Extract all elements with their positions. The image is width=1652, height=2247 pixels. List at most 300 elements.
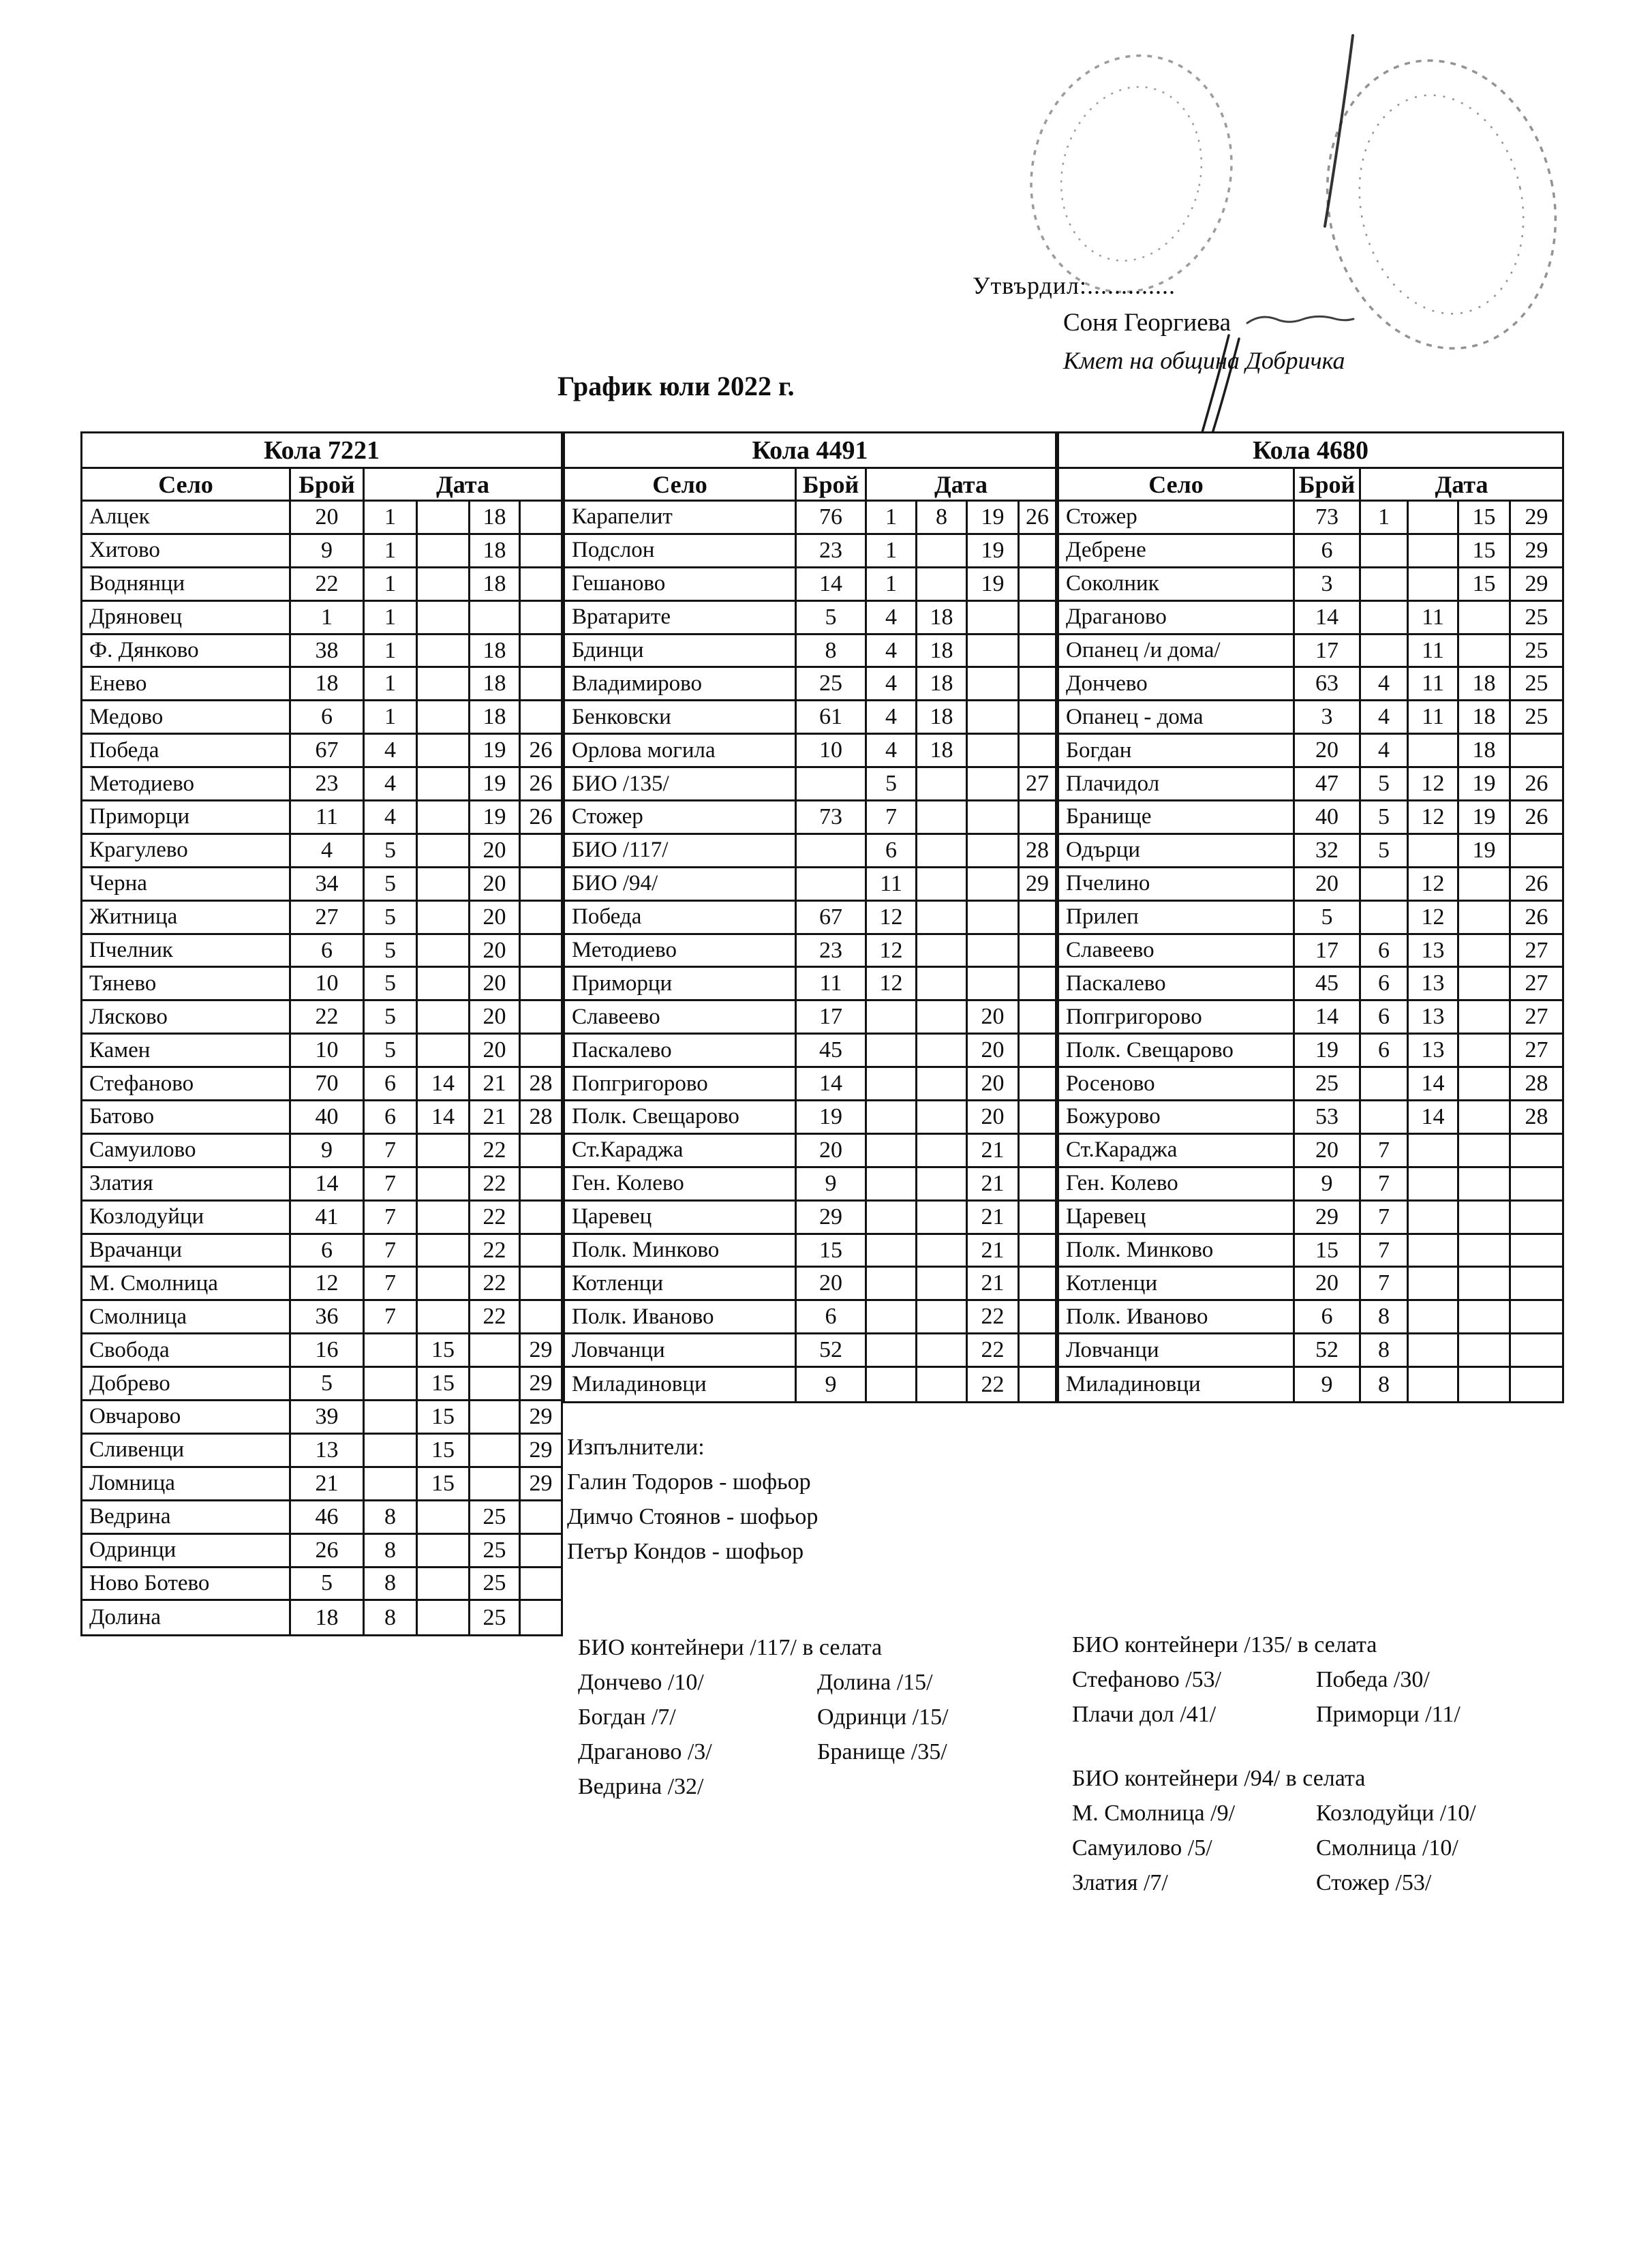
date-cell [521,935,561,968]
bio-item: Ведрина /32/ [578,1774,704,1799]
count-cell: 25 [797,668,867,701]
date-cell: 27 [1020,768,1055,801]
bio-section [578,1630,949,1804]
date-cell: 29 [521,1468,561,1501]
date-cell: 1 [1361,502,1409,535]
date-cell [365,1468,418,1501]
date-cell: 26 [521,768,561,801]
village-cell: Камен [82,1035,291,1068]
village-cell: Росеново [1059,1068,1295,1101]
date-cell: 6 [365,1068,418,1101]
village-cell: Котленци [565,1268,797,1301]
count-cell: 23 [797,535,867,568]
date-cell: 12 [1409,868,1459,902]
date-cell: 18 [917,602,968,635]
date-cell: 1 [867,502,917,535]
date-cell: 1 [365,701,418,735]
date-cell: 5 [1361,801,1409,835]
date-cell: 1 [365,535,418,568]
date-cell [917,768,968,801]
date-cell [470,1368,521,1401]
count-cell: 34 [291,868,365,902]
count-cell: 73 [797,801,867,835]
date-cell [418,1001,470,1035]
date-cell: 22 [968,1301,1020,1334]
date-cell [521,1501,561,1535]
date-cell [418,902,470,935]
date-cell: 6 [1361,1035,1409,1068]
date-cell: 4 [867,701,917,735]
count-cell: 8 [797,635,867,669]
date-cell: 4 [1361,668,1409,701]
count-cell: 32 [1295,835,1361,868]
date-cell: 20 [968,1035,1020,1068]
count-cell: 18 [291,668,365,701]
date-cell [867,1101,917,1135]
approval-label: Утвърдил:............. [973,272,1176,299]
bio-section-columns [1072,1662,1460,1732]
date-cell: 14 [418,1101,470,1135]
date-cell [968,801,1020,835]
village-cell: Паскалево [1059,968,1295,1001]
village-cell: Полк. Минково [1059,1235,1295,1268]
date-cell [917,1202,968,1235]
date-cell: 5 [1361,835,1409,868]
date-cell [1020,1202,1055,1235]
date-cell: 28 [521,1101,561,1135]
village-cell: Орлова могила [565,735,797,768]
date-cell: 7 [1361,1268,1409,1301]
date-cell [917,1101,968,1135]
date-cell: 14 [1409,1068,1459,1101]
date-cell [418,1135,470,1168]
date-cell: 12 [1409,768,1459,801]
village-cell: Ст.Караджа [1059,1135,1295,1168]
date-cell: 1 [867,568,917,602]
village-cell: Козлодуйци [82,1202,291,1235]
date-cell: 7 [365,1268,418,1301]
count-cell: 26 [291,1535,365,1568]
date-cell [867,1168,917,1202]
date-cell: 12 [1409,801,1459,835]
date-cell [418,701,470,735]
date-cell [917,935,968,968]
count-cell: 47 [1295,768,1361,801]
date-cell [968,701,1020,735]
village-cell: Соколник [1059,568,1295,602]
date-cell: 11 [1409,701,1459,735]
date-cell: 27 [1511,935,1562,968]
count-cell: 14 [1295,602,1361,635]
date-cell [1020,602,1055,635]
count-cell: 3 [1295,568,1361,602]
village-cell: Славеево [1059,935,1295,968]
date-cell: 7 [867,801,917,835]
date-cell [1459,1202,1511,1235]
village-cell: Дончево [1059,668,1295,701]
count-cell: 4 [291,835,365,868]
date-cell: 7 [365,1168,418,1202]
date-cell: 25 [470,1501,521,1535]
date-cell [968,635,1020,669]
date-cell [1459,1301,1511,1334]
bio-column-left [1072,1796,1316,1900]
count-cell: 17 [1295,935,1361,968]
date-cell [1409,835,1459,868]
village-cell: Котленци [1059,1268,1295,1301]
date-cell [1020,1301,1055,1334]
date-cell [1361,535,1409,568]
date-cell: 5 [867,768,917,801]
date-cell [418,568,470,602]
count-cell: 15 [1295,1235,1361,1268]
village-cell: Крагулево [82,835,291,868]
date-cell: 13 [1409,968,1459,1001]
column-header-village: Село [82,469,291,502]
date-cell [968,968,1020,1001]
date-cell: 19 [470,735,521,768]
date-cell [1020,1101,1055,1135]
village-cell: Победа [565,902,797,935]
count-cell: 70 [291,1068,365,1101]
date-cell: 18 [470,502,521,535]
date-cell: 21 [968,1168,1020,1202]
date-cell: 27 [1511,1035,1562,1068]
date-cell: 1 [365,668,418,701]
village-cell: Енево [82,668,291,701]
village-cell: Славеево [565,1001,797,1035]
village-cell: Батово [82,1101,291,1135]
count-cell: 38 [291,635,365,669]
village-cell: Ломница [82,1468,291,1501]
village-cell: Прилеп [1059,902,1295,935]
date-cell [470,1334,521,1368]
village-cell: Одърци [1059,835,1295,868]
date-cell [1020,968,1055,1001]
date-cell [917,1068,968,1101]
count-cell: 41 [291,1202,365,1235]
date-cell: 28 [521,1068,561,1101]
count-cell: 14 [797,568,867,602]
date-cell [1409,1334,1459,1368]
date-cell: 13 [1409,1001,1459,1035]
date-cell [521,835,561,868]
count-cell: 14 [291,1168,365,1202]
bio-item: Дончево /10/ [578,1670,704,1695]
date-cell: 28 [1020,835,1055,868]
date-cell: 18 [917,668,968,701]
count-cell: 52 [1295,1334,1361,1368]
date-cell: 19 [470,768,521,801]
count-cell: 36 [291,1301,365,1334]
executor-item: Галин Тодоров - шофьор [567,1469,811,1495]
date-cell: 26 [1020,502,1055,535]
date-cell: 29 [521,1401,561,1435]
bio-item: Козлодуйци /10/ [1316,1801,1476,1826]
count-cell: 29 [1295,1202,1361,1235]
date-cell: 22 [968,1334,1020,1368]
village-cell: БИО /135/ [565,768,797,801]
date-cell: 15 [1459,535,1511,568]
date-cell: 18 [470,535,521,568]
date-cell [1459,1068,1511,1101]
date-cell [867,1235,917,1268]
count-cell [797,768,867,801]
count-cell: 14 [1295,1001,1361,1035]
approver-title: Кмет на община Добричка [1063,347,1345,374]
count-cell: 45 [1295,968,1361,1001]
date-cell [521,535,561,568]
date-cell: 12 [867,935,917,968]
count-cell: 63 [1295,668,1361,701]
bio-item: Смолница /10/ [1316,1835,1458,1861]
date-cell [1409,535,1459,568]
count-cell: 15 [797,1235,867,1268]
date-cell [418,768,470,801]
village-cell: Лясково [82,1001,291,1035]
date-cell: 28 [1511,1068,1562,1101]
village-cell: Методиево [82,768,291,801]
date-cell: 7 [365,1301,418,1334]
count-cell: 52 [797,1334,867,1368]
date-cell [968,868,1020,902]
date-cell: 19 [470,801,521,835]
date-cell: 11 [867,868,917,902]
date-cell [867,1301,917,1334]
date-cell: 15 [1459,502,1511,535]
date-cell [867,1202,917,1235]
village-cell: Хитово [82,535,291,568]
date-cell: 5 [365,868,418,902]
date-cell [917,968,968,1001]
bio-column-right [1316,1796,1476,1900]
date-cell: 26 [1511,768,1562,801]
date-cell: 7 [1361,1202,1409,1235]
date-cell: 21 [968,1202,1020,1235]
bio-item: Плачи дол /41/ [1072,1702,1217,1727]
count-cell: 16 [291,1334,365,1368]
bio-section-heading: БИО контейнери /117/ в селата [578,1635,883,1660]
date-cell: 27 [1511,968,1562,1001]
date-cell: 19 [968,502,1020,535]
date-cell [1459,1235,1511,1268]
column-header-count: Брой [1295,469,1361,502]
count-cell: 18 [291,1601,365,1634]
date-cell: 22 [470,1301,521,1334]
date-cell [867,1135,917,1168]
date-cell [1361,568,1409,602]
date-cell: 5 [365,1001,418,1035]
date-cell: 18 [1459,701,1511,735]
village-cell: Ген. Колево [1059,1168,1295,1202]
count-cell: 19 [797,1101,867,1135]
count-cell: 6 [797,1301,867,1334]
date-cell [521,1202,561,1235]
village-cell: Опанец - дома [1059,701,1295,735]
executors-block [567,1430,818,1569]
date-cell: 21 [968,1268,1020,1301]
date-cell [1020,635,1055,669]
date-cell [968,668,1020,701]
village-cell: Смолница [82,1301,291,1334]
count-cell: 22 [291,568,365,602]
count-cell: 14 [797,1068,867,1101]
date-cell: 25 [1511,668,1562,701]
date-cell [365,1368,418,1401]
count-cell: 73 [1295,502,1361,535]
date-cell [1459,1334,1511,1368]
village-cell: Царевец [565,1202,797,1235]
stamp-right-icon [1301,39,1581,369]
bio-section-heading: БИО контейнери /135/ в селата [1072,1632,1377,1657]
date-cell [1459,968,1511,1001]
date-cell: 20 [470,868,521,902]
village-cell: Долина [82,1601,291,1634]
date-cell: 6 [1361,935,1409,968]
village-cell: Попгригорово [565,1068,797,1101]
count-cell: 5 [797,602,867,635]
date-cell [1511,1235,1562,1268]
table-title: Кола 4680 [1059,433,1562,469]
bio-section-columns [578,1665,949,1804]
date-cell [418,502,470,535]
column-header-village: Село [565,469,797,502]
date-cell: 8 [365,1568,418,1602]
date-cell [1020,535,1055,568]
date-cell [917,1268,968,1301]
table-title: Кола 4491 [565,433,1055,469]
date-cell [1511,835,1562,868]
date-cell: 1 [365,635,418,669]
date-cell [365,1334,418,1368]
count-cell [797,868,867,902]
date-cell: 18 [470,568,521,602]
date-cell: 25 [470,1535,521,1568]
bio-column-right [1316,1662,1460,1732]
date-cell [521,1268,561,1301]
date-cell: 20 [968,1068,1020,1101]
date-cell [1511,1135,1562,1168]
date-cell [1459,1168,1511,1202]
date-cell: 4 [365,735,418,768]
village-cell: БИО /94/ [565,868,797,902]
date-cell [521,1168,561,1202]
date-cell [1409,502,1459,535]
date-cell: 29 [521,1334,561,1368]
date-cell [1409,1168,1459,1202]
date-cell: 1 [365,568,418,602]
date-cell [917,1235,968,1268]
page-title: График юли 2022 г. [557,371,795,401]
date-cell: 20 [470,835,521,868]
date-cell [917,835,968,868]
date-cell: 19 [1459,835,1511,868]
count-cell: 5 [1295,902,1361,935]
village-cell: Стожер [565,801,797,835]
date-cell: 5 [365,935,418,968]
village-cell: Врачанци [82,1235,291,1268]
date-cell [1020,701,1055,735]
date-cell: 22 [470,1235,521,1268]
village-cell: Ново Ботево [82,1568,291,1602]
date-cell [418,1268,470,1301]
date-cell [1459,1368,1511,1401]
bio-item: Бранище /35/ [817,1739,947,1764]
date-cell: 21 [968,1135,1020,1168]
date-cell [1409,1135,1459,1168]
date-cell [867,1334,917,1368]
date-cell: 29 [521,1368,561,1401]
village-cell: Ст.Караджа [565,1135,797,1168]
date-cell: 8 [365,1535,418,1568]
date-cell: 12 [867,902,917,935]
date-cell [917,568,968,602]
date-cell [365,1401,418,1435]
date-cell: 12 [1409,902,1459,935]
date-cell: 15 [418,1435,470,1468]
bio-section [1072,1627,1460,1732]
village-cell: Черна [82,868,291,902]
village-cell: Ген. Колево [565,1168,797,1202]
count-cell: 40 [291,1101,365,1135]
date-cell: 15 [418,1401,470,1435]
date-cell [1020,902,1055,935]
date-cell: 5 [365,902,418,935]
date-cell [1459,1268,1511,1301]
executors-heading: Изпълнители: [567,1435,705,1460]
date-cell: 18 [1459,668,1511,701]
date-cell [968,902,1020,935]
date-cell [521,1568,561,1602]
date-cell [917,1001,968,1035]
date-cell: 19 [968,568,1020,602]
date-cell: 25 [1511,635,1562,669]
village-cell: Ф. Дянково [82,635,291,669]
count-cell: 10 [291,968,365,1001]
date-cell [418,935,470,968]
count-cell: 6 [291,935,365,968]
village-cell: Плачидол [1059,768,1295,801]
count-cell: 45 [797,1035,867,1068]
date-cell: 8 [365,1601,418,1634]
bio-section [1072,1761,1476,1900]
date-cell [867,1001,917,1035]
village-cell: Самуилово [82,1135,291,1168]
date-cell [1020,1235,1055,1268]
bio-item: Одринци /15/ [817,1705,949,1730]
date-cell: 7 [1361,1168,1409,1202]
village-cell: Сливенци [82,1435,291,1468]
date-cell [418,801,470,835]
schedule-table [1057,431,1564,1403]
date-cell [521,902,561,935]
village-cell: Бранище [1059,801,1295,835]
bio-item: Стожер /53/ [1316,1870,1432,1895]
date-cell [521,1235,561,1268]
date-cell [917,1301,968,1334]
date-cell [418,1501,470,1535]
date-cell [1361,902,1409,935]
date-cell [521,1601,561,1634]
date-cell: 29 [1020,868,1055,902]
count-cell: 67 [291,735,365,768]
date-cell [521,701,561,735]
count-cell: 20 [291,502,365,535]
count-cell: 21 [291,1468,365,1501]
date-cell: 19 [1459,768,1511,801]
date-cell [1511,1268,1562,1301]
village-cell: Владимирово [565,668,797,701]
